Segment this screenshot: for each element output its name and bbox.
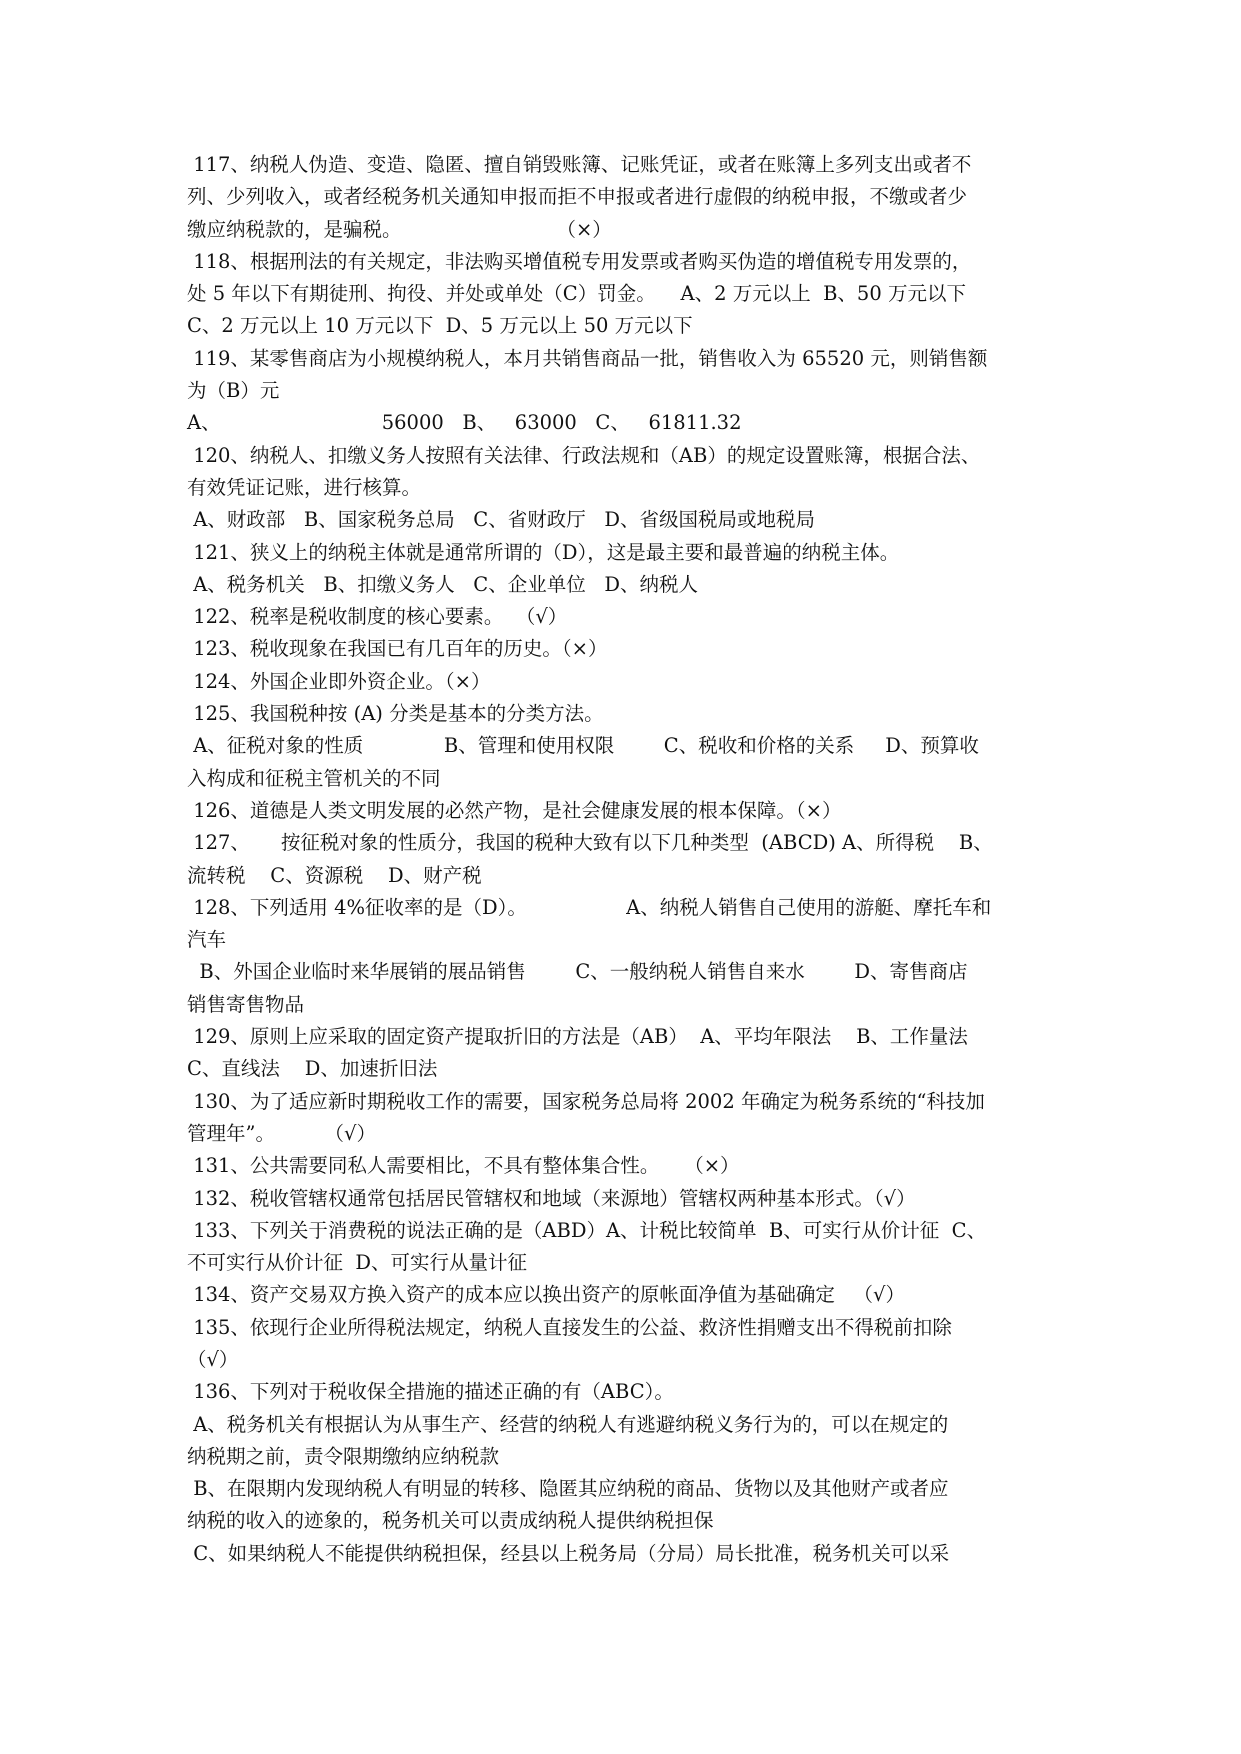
text-line: [187, 1570, 1067, 1602]
text-line: A、征税对象的性质 B、管理和使用权限 C、税收和价格的关系 D、预算收: [187, 734, 979, 758]
text-line: B、在限期内发现纳税人有明显的转移、隐匿其应纳税的商品、货物以及其他财产或者应: [187, 1477, 949, 1501]
text-line: 纳税期之前，责令限期缴纳应纳税款: [187, 1444, 500, 1468]
text-line: 135、依现行企业所得税法规定，纳税人直接发生的公益、救济性捐赠支出不得税前扣除: [187, 1315, 952, 1339]
text-line: C、如果纳税人不能提供纳税担保，经县以上税务局（分局）局长批准，税务机关可以采: [187, 1541, 950, 1565]
text-line: 有效凭证记账，进行核算。: [187, 475, 422, 499]
text-line: 123、税收现象在我国已有几百年的历史。（×）: [187, 637, 608, 661]
text-line: A、税务机关 B、扣缴义务人 C、企业单位 D、纳税人: [187, 572, 698, 596]
text-line: 列、少列收入，或者经税务机关通知申报而拒不申报或者进行虚假的纳税申报，不缴或者少: [187, 185, 968, 209]
text-line: B、外国企业临时来华展销的展品销售 C、一般纳税人销售自来水 D、寄售商店: [187, 960, 968, 984]
text-line: 133、下列关于消费税的说法正确的是（ABD）A、计税比较简单 B、可实行从价计征 C、: [187, 1218, 987, 1242]
text-line: A、财政部 B、国家税务总局 C、省财政厅 D、省级国税局或地税局: [187, 508, 815, 532]
text-line: 128、下列适用 4%征收率的是（D）。 A、纳税人销售自己使用的游艇、摩托车和: [187, 895, 992, 919]
text-line: C、2 万元以上 10 万元以下 D、5 万元以上 50 万元以下: [187, 314, 693, 338]
text-line: 管理年”。 （√）: [187, 1121, 376, 1145]
text-line: 汽车: [187, 928, 227, 952]
text-line: 130、为了适应新时期税收工作的需要，国家税务总局将 2002 年确定为税务系统的“科技加: [187, 1089, 985, 1113]
text-line: A、税务机关有根据认为从事生产、经营的纳税人有逃避纳税义务行为的，可以在规定的: [187, 1412, 949, 1436]
text-line: 122、税率是税收制度的核心要素。 （√）: [187, 605, 568, 629]
text-line: 121、狭义上的纳税主体就是通常所谓的（D），这是最主要和最普遍的纳税主体。: [187, 540, 900, 564]
text-line: 117、纳税人伪造、变造、隐匿、擅自销毁账簿、记账凭证，或者在账簿上多列支出或者不: [187, 153, 972, 176]
text-line: 不可实行从价计征 D、可实行从量计征: [187, 1251, 528, 1275]
text-line: 125、我国税种按 (A) 分类是基本的分类方法。: [187, 702, 604, 726]
text-line: 132、税收管辖权通常包括居民管辖权和地域（来源地）管辖权两种基本形式。（√）: [187, 1186, 916, 1210]
text-line: 126、道德是人类文明发展的必然产物，是社会健康发展的根本保障。（×）: [187, 798, 842, 822]
text-line: 129、原则上应采取的固定资产提取折旧的方法是（AB） A、平均年限法 B、工作量法: [187, 1025, 968, 1049]
text-line: 为（B）元: [187, 379, 280, 403]
text-line: 处 5 年以下有期徒刑、拘役、并处或单处（C）罚金。 A、2 万元以上 B、50 万元以下: [187, 282, 966, 306]
text-line: 销售寄售物品: [187, 992, 305, 1016]
text-line: （√）: [187, 1347, 239, 1371]
text-line: 流转税 C、资源税 D、财产税: [187, 863, 482, 887]
text-line: A、 56000 B、 63000 C、 61811.32: [187, 411, 742, 435]
text-line: 127、 按征税对象的性质分，我国的税种大致有以下几种类型 (ABCD) A、所得税 B、: [187, 831, 993, 855]
text-line: 131、公共需要同私人需要相比，不具有整体集合性。 （×）: [187, 1154, 740, 1178]
text-line: 136、下列对于税收保全措施的描述正确的有（ABC）。: [187, 1380, 674, 1404]
text-line: 124、外国企业即外资企业。（×）: [187, 669, 491, 693]
text-line: 134、资产交易双方换入资产的成本应以换出资产的原帐面净值为基础确定 （√）: [187, 1283, 905, 1307]
text-line: 缴应纳税款的，是骗税。 （×）: [187, 217, 612, 241]
text-line: 纳税的收入的迹象的，税务机关可以责成纳税人提供纳税担保: [187, 1509, 714, 1533]
text-line: 120、纳税人、扣缴义务人按照有关法律、行政法规和（AB）的规定设置账簿，根据合法、: [187, 443, 981, 467]
text-line: 119、某零售商店为小规模纳税人，本月共销售商品一批，销售收入为 65520 元，则销售额: [187, 346, 988, 370]
text-line: 118、根据刑法的有关规定，非法购买增值税专用发票或者购买伪造的增值税专用发票的，: [187, 249, 972, 273]
text-line: C、直线法 D、加速折旧法: [187, 1057, 438, 1081]
document-body: [187, 149, 1067, 1602]
text-line: 入构成和征税主管机关的不同: [187, 766, 441, 790]
